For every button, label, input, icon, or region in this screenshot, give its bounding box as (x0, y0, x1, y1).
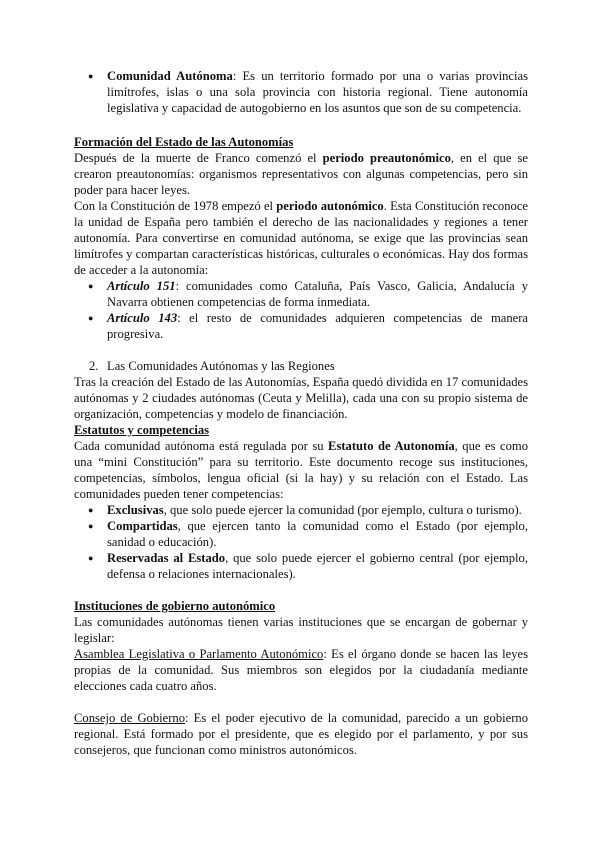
list-item (74, 518, 528, 550)
consejo-text: : Es el poder ejecutivo de la comunidad, parecido a un gobierno regional. Está formado por el presidente, que es elegido por el parlamento, y por sus consejeros, que funcionan como ministros autonómicos. (74, 711, 529, 757)
list-item (74, 550, 528, 582)
competencia-term: Reservadas al Estado (107, 551, 226, 565)
paragraph-section-2: Tras la creación del Estado de las Autonomías, España quedó dividida en 17 comunidades autónomas y 2 ciudades autónomas (Ceuta y Melilla), cada una con su propio sistema de organización, competencias y modelo de financiación. (74, 375, 528, 421)
section-number: 2. (89, 359, 99, 373)
text-segment: . Esta Constitución reconoce la unidad de España pero también el derecho de las nacionalidades y regiones a tener autonomía. Para convertirse en comunidad autónoma, se exige que las provincias sean limítrofes y compartan características históricas, culturales o económicas. Hay dos formas de acceder a la autonomía: (74, 199, 528, 277)
section-2-title (74, 358, 528, 374)
bold-term: periodo preautonómico (322, 151, 451, 165)
competencia-term: Compartidas (107, 519, 178, 533)
competencia-text: , que solo puede ejercer la comunidad (por ejemplo, cultura o turismo). (163, 503, 522, 517)
list-item (74, 68, 528, 116)
paragraph-preautonomico (74, 150, 528, 198)
bold-term: Estatuto de Autonomía (328, 439, 455, 453)
article-term: Artículo 151 (107, 279, 176, 293)
article-text: : el resto de comunidades adquieren competencias de manera progresiva. (107, 311, 528, 341)
heading-estatutos: Estatutos y competencias (74, 423, 210, 437)
definition-text: : Es un territorio formado por una o varias provincias limítrofes, islas o una sola provincia con historia regional. Tiene autonomía legislativa y capacidad de autogobierno en los asuntos que son de su competencia. (107, 69, 529, 115)
list-item (74, 278, 528, 310)
bold-term: periodo autonómico (276, 199, 384, 213)
competencia-text: , que solo puede ejercer el gobierno central (por ejemplo, defensa o relaciones internacionales). (107, 551, 528, 581)
text-segment: Con la Constitución de 1978 empezó el (74, 199, 277, 213)
section-title: Las Comunidades Autónomas y las Regiones (107, 359, 335, 373)
article-term: Artículo 143 (107, 311, 178, 325)
intro-list (74, 68, 528, 116)
heading-instituciones: Instituciones de gobierno autonómico (74, 599, 276, 613)
asamblea-term: Asamblea Legislativa o Parlamento Autonómico (74, 647, 324, 661)
paragraph-consejo (74, 710, 528, 758)
text-segment: Después de la muerte de Franco comenzó el (74, 151, 323, 165)
consejo-term: Consejo de Gobierno (74, 711, 186, 725)
list-item (74, 310, 528, 342)
competencia-text: , que ejercen tanto la comunidad como el Estado (por ejemplo, sanidad o educación). (107, 519, 528, 549)
asamblea-text: : Es el órgano donde se hacen las leyes propias de la comunidad. Sus miembros son elegidos por la ciudadanía mediante elecciones cada cuatro años. (74, 647, 528, 693)
text-segment: , en el que se crearon preautonomías: organismos representativos con algunas competencias, pero sin poder para hacer leyes. (74, 151, 528, 197)
article-text: : comunidades como Cataluña, País Vasco, Galicia, Andalucía y Navarra obtienen competencias de forma inmediata. (107, 279, 528, 309)
text-segment: , que es como una “mini Constitución” para su territorio. Este documento recoge sus instituciones, competencias, símbolos, lengua oficial (si la hay) y su relación con el Estado. Las comunidades pueden tener competencias: (74, 439, 528, 501)
term-comunidad-autonoma: Comunidad Autónoma (107, 69, 233, 83)
list-item (74, 502, 528, 518)
paragraph-estatuto (74, 438, 528, 502)
text-segment: Cada comunidad autónoma está regulada por su (74, 439, 329, 453)
paragraph-asamblea (74, 646, 528, 694)
paragraph-instituciones-intro: Las comunidades autónomas tienen varias instituciones que se encargan de gobernar y legislar: (74, 615, 528, 645)
paragraph-autonomico (74, 198, 528, 278)
competencia-term: Exclusivas (107, 503, 164, 517)
articulos-list (74, 278, 528, 342)
competencias-list (74, 502, 528, 582)
document-page (74, 68, 528, 758)
heading-formacion: Formación del Estado de las Autonomías (74, 135, 294, 149)
